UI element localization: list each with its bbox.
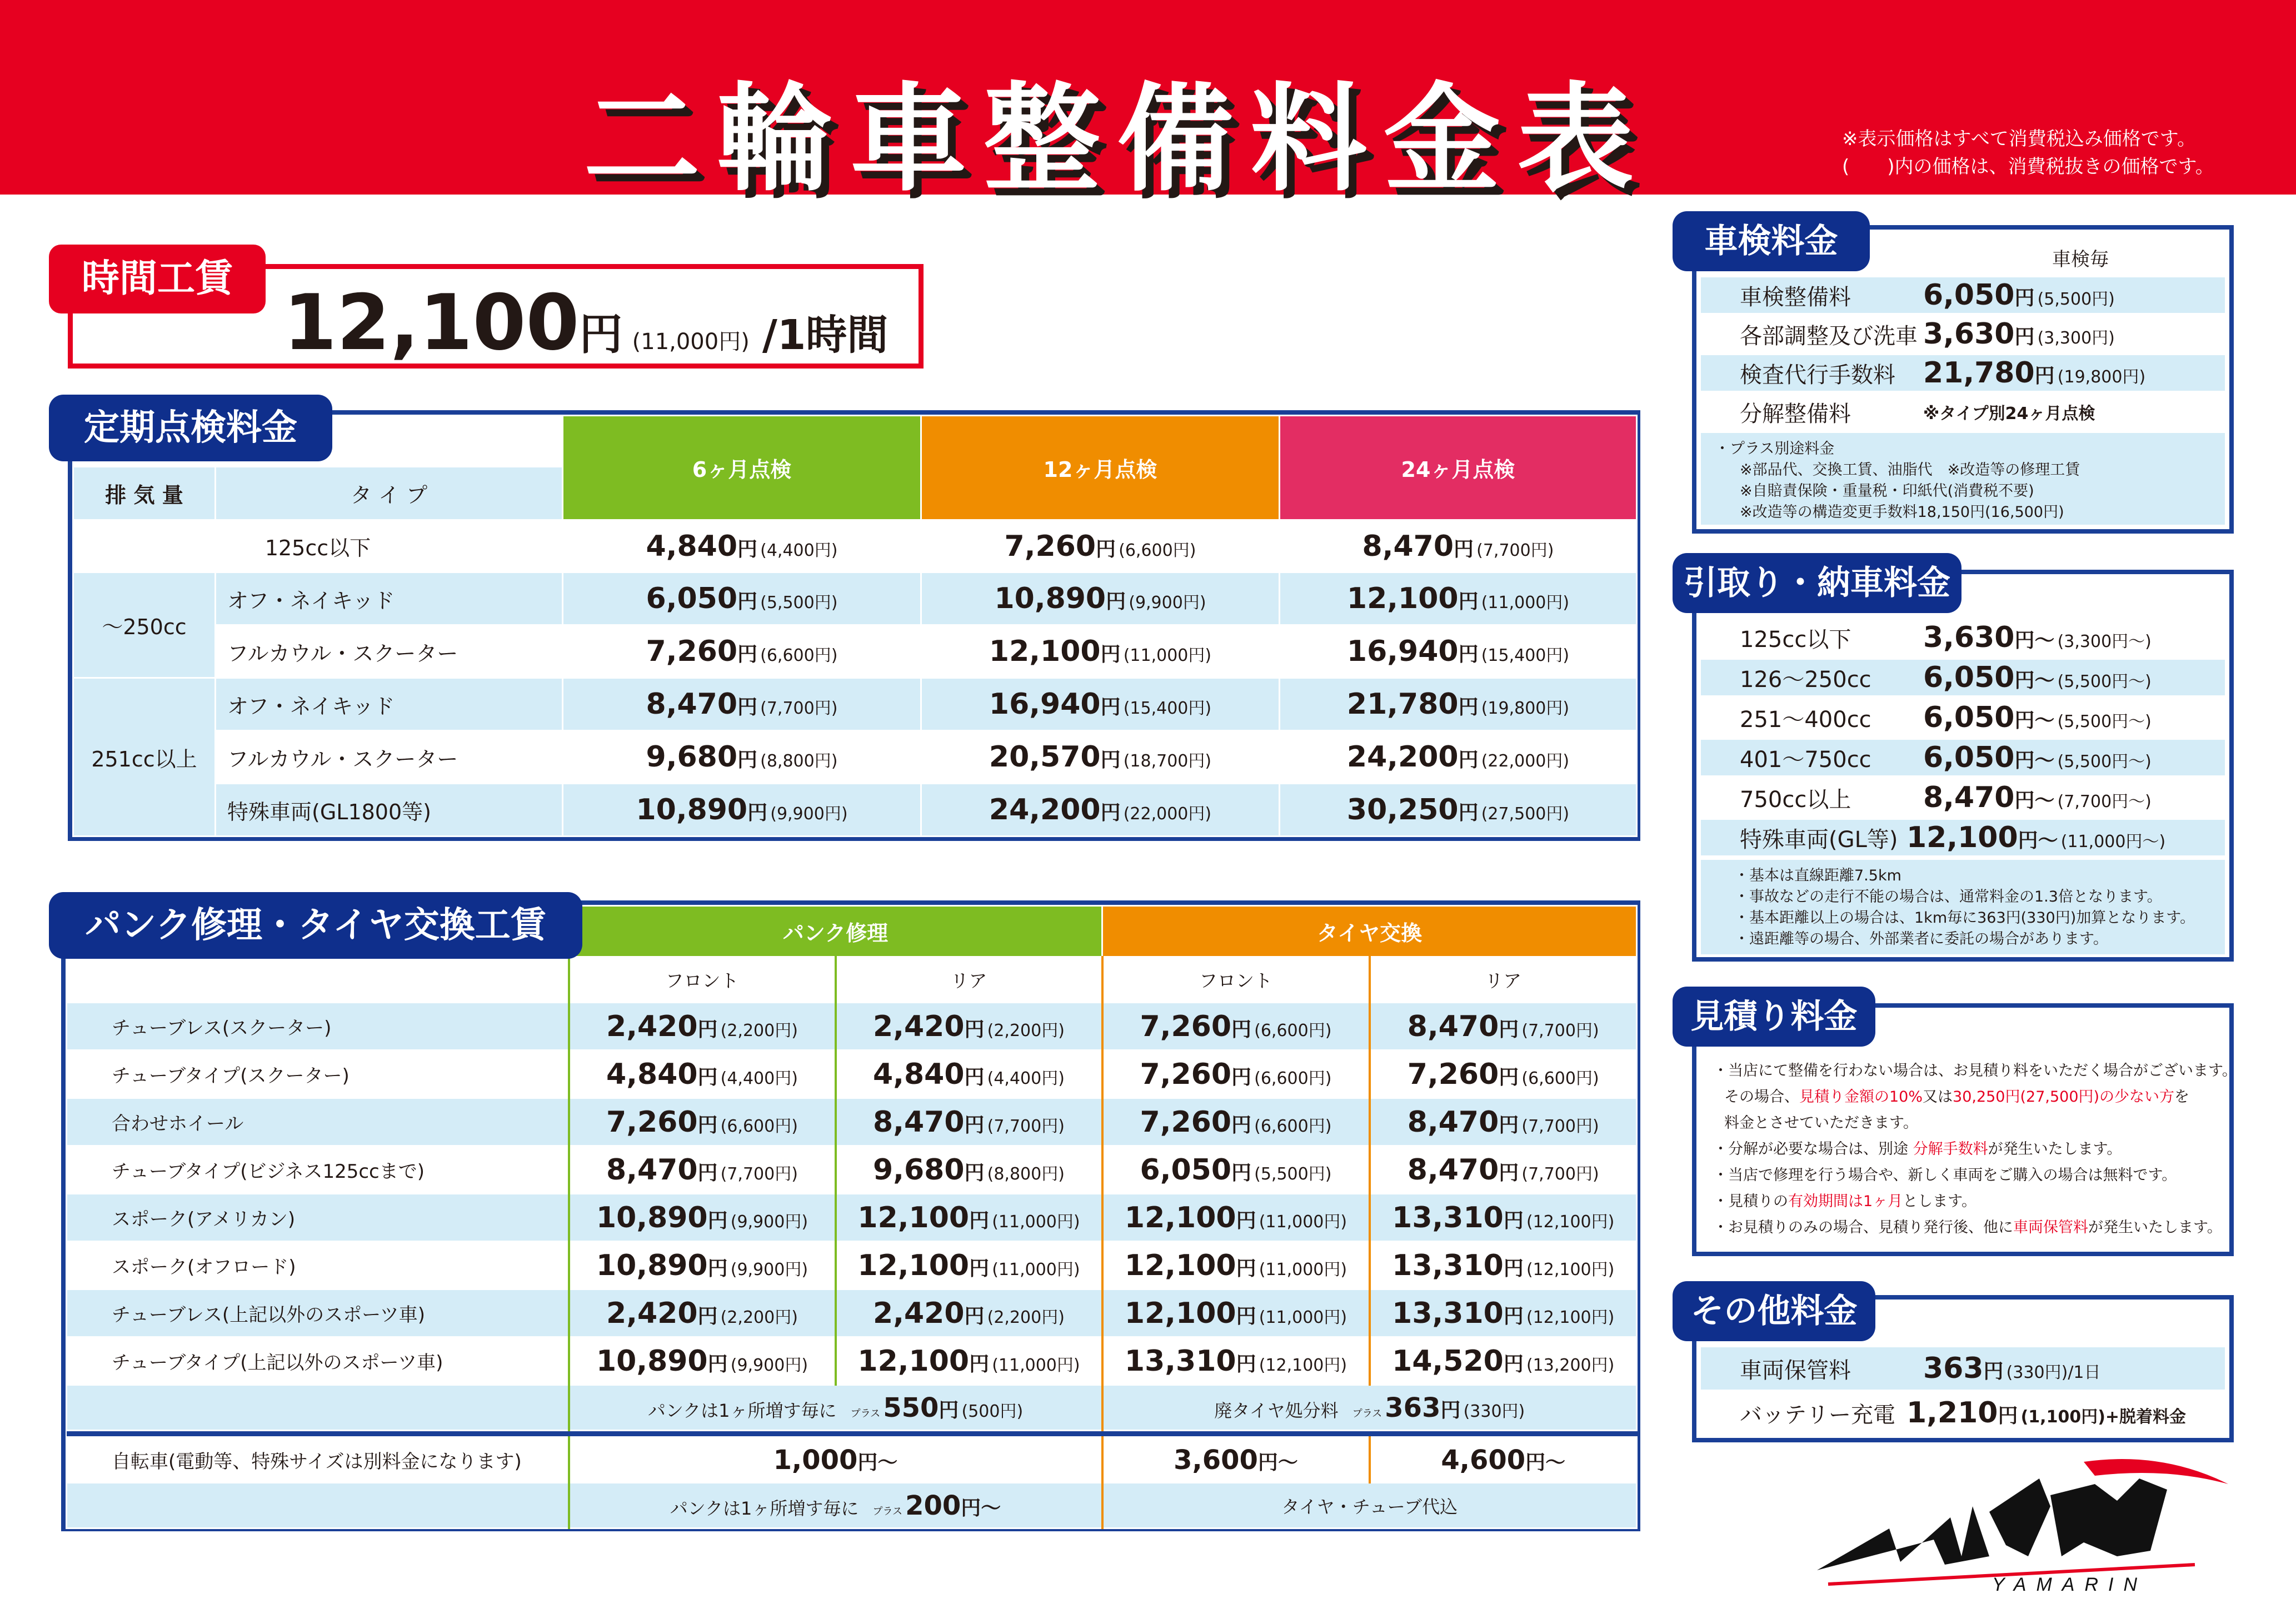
- labor-per-hour: /1時間: [762, 311, 889, 359]
- list-item: バッテリー充電 1,210円 (1,100円)+脱着料金: [1740, 1396, 2187, 1430]
- row-label: チューブタイプ(ビジネス125ccまで): [67, 1146, 569, 1194]
- labor-label: 時間工賃: [49, 245, 266, 313]
- extra-charge-row: [67, 1385, 1637, 1431]
- header-tire: タイヤ交換: [1102, 906, 1637, 957]
- bicycle-puncture-extra: パンクは1ヶ所増す毎に プラス 200円～: [569, 1483, 1102, 1529]
- table-row: チューブタイプ(スクーター) 4,840円 (4,400円) 4,840円 (4,400円) 7,260円 (6,600円) 7,260円 (6,600円): [67, 1051, 1637, 1098]
- table-row: チューブタイプ(ビジネス125ccまで) 8,470円 (7,700円) 9,680円 (8,800円) 6,050円 (5,500円) 8,470円 (7,700円): [67, 1146, 1637, 1194]
- list-item: 分解整備料 ※タイプ別24ヶ月点検: [1740, 401, 2095, 427]
- page-title: 二輪車整備料金表: [583, 71, 1651, 207]
- row-label: スポーク(アメリカン): [67, 1194, 569, 1242]
- bicycle-tire-note: タイヤ・チューブ代込: [1102, 1483, 1637, 1529]
- logo-icon: [1806, 1445, 2239, 1595]
- list-item: 251～400cc 6,050円～ (5,500円～): [1740, 701, 2152, 734]
- puncture-table: [66, 905, 1638, 1529]
- tire-disposal-fee: 廃タイヤ処分料 プラス 363円 (330円): [1102, 1385, 1637, 1431]
- pickup-box: [1692, 570, 2234, 962]
- table-row: 合わせホイール 7,260円 (6,600円) 8,470円 (7,700円) 7,260円 (6,600円) 8,470円 (7,700円): [67, 1098, 1637, 1146]
- labor-price: 12,100: [283, 278, 580, 367]
- row-label: フルカウル・スクーター: [216, 731, 563, 784]
- row-label: 自転車(電動等、特殊サイズは別料金になります): [67, 1437, 569, 1483]
- group-251: 251cc以上: [73, 678, 216, 837]
- shaken-box: [1692, 225, 2234, 534]
- labor-yen: 円: [579, 310, 623, 360]
- list-item: 750cc以上 8,470円～ (7,700円～): [1740, 781, 2152, 814]
- table-row: 251cc以上 オフ・ネイキッド 8,470円 (7,700円) 16,940円 (15,400円) 21,780円 (19,800円): [73, 678, 1637, 731]
- table-row: スポーク(オフロード) 10,890円 (9,900円) 12,100円 (11,000円) 12,100円 (11,000円) 13,310円 (12,100円): [67, 1242, 1637, 1290]
- bicycle-extra-row: [67, 1483, 1637, 1529]
- header-puncture: パンク修理: [569, 906, 1102, 957]
- col-type: タ イ プ: [216, 467, 563, 520]
- col-front: フロント: [1102, 957, 1370, 1003]
- tax-note-excl: ( )内の価格は、消費税抜きの価格です。: [1842, 156, 2214, 178]
- estimate-label: 見積り料金: [1673, 987, 1875, 1047]
- row-label: チューブレス(スクーター): [67, 1003, 569, 1051]
- col-rear: リア: [1370, 957, 1637, 1003]
- list-item: 126～250cc 6,050円～ (5,500円～): [1701, 660, 2225, 695]
- col-displacement: 排 気 量: [73, 467, 216, 520]
- table-row: フルカウル・スクーター 9,680円 (8,800円) 20,570円 (18,700円) 24,200円 (22,000円): [73, 731, 1637, 784]
- row-label: 合わせホイール: [67, 1098, 569, 1146]
- periodic-label: 定期点検料金: [49, 395, 332, 461]
- periodic-table: [72, 415, 1638, 837]
- shaken-col: 車検毎: [2052, 248, 2109, 271]
- labor-price-group: [283, 278, 888, 367]
- row-label: フルカウル・スクーター: [216, 625, 563, 678]
- list-item: 401～750cc 6,050円～ (5,500円～): [1701, 740, 2225, 775]
- row-label: オフ・ネイキッド: [216, 572, 563, 625]
- pickup-notes: ・基本は直線距離7.5km ・事故などの走行不能の場合は、通常料金の1.3倍となります。 ・基本距離以上の場合は、1km毎に363円(330円)加算となります。 ・遠距離等の場合、外部業者に委託の場合があります。: [1701, 860, 2225, 954]
- row-label: チューブタイプ(スクーター): [67, 1051, 569, 1098]
- col-rear: リア: [836, 957, 1102, 1003]
- row-label: スポーク(オフロード): [67, 1242, 569, 1290]
- row-label: チューブレス(上記以外のスポーツ車): [67, 1290, 569, 1337]
- list-item: 検査代行手数料 21,780円 (19,800円): [1701, 355, 2225, 391]
- table-row: スポーク(アメリカン) 10,890円 (9,900円) 12,100円 (11,000円) 12,100円 (11,000円) 13,310円 (12,100円): [67, 1194, 1637, 1242]
- table-row: ～250cc オフ・ネイキッド 6,050円 (5,500円) 10,890円 (9,900円) 12,100円 (11,000円): [73, 572, 1637, 625]
- shaken-label: 車検料金: [1673, 211, 1870, 271]
- divider: [67, 1431, 1637, 1437]
- tax-note: ※表示価格はすべて消費税込み価格です。: [1842, 128, 2197, 150]
- pickup-label: 引取り・納車料金: [1673, 553, 1961, 613]
- puncture-label: パンク修理・タイヤ交換工賃: [49, 892, 582, 959]
- table-row: チューブタイプ(上記以外のスポーツ車) 10,890円 (9,900円) 12,100円 (11,000円) 13,310円 (12,100円) 14,520円 (13,200円): [67, 1337, 1637, 1385]
- estimate-text: ・当店にて整備を行わない場合は、お見積り料をいただく場合がございます。 その場合、見積り金額の10%又は30,250円(27,500円)の少ない方を 料金とさせていただきます。 ・分解が必要な場合は、別途 分解手数料が発生いたします。 ・当店で修理を行う場合や、新しく車両をご購入の場合は無料です。 ・見積りの有効期間は1ヶ月とします。 ・お見積りのみの場合、見積り発行後、他に車両保管料が発生いたします。: [1713, 1062, 2237, 1236]
- list-item: 車検整備料 6,050円 (5,500円): [1701, 277, 2225, 313]
- logo-text: YAMARIN: [1992, 1574, 2148, 1595]
- row-label: 125cc以下: [73, 520, 563, 572]
- col-front: フロント: [569, 957, 836, 1003]
- yamarin-logo: [1806, 1445, 2239, 1595]
- list-item: 125cc以下 3,630円～ (3,300円～): [1740, 621, 2152, 654]
- table-row: チューブレス(スクーター) 2,420円 (2,200円) 2,420円 (2,200円) 7,260円 (6,600円) 8,470円 (7,700円): [67, 1003, 1637, 1051]
- header-24month: 24ヶ月点検: [1280, 416, 1637, 520]
- header-12month: 12ヶ月点検: [921, 416, 1280, 520]
- header-6month: 6ヶ月点検: [563, 416, 921, 520]
- row-label: オフ・ネイキッド: [216, 678, 563, 731]
- table-row: 特殊車両(GL1800等) 10,890円 (9,900円) 24,200円 (22,000円) 30,250円 (27,500円): [73, 784, 1637, 837]
- other-label: その他料金: [1673, 1281, 1875, 1341]
- puncture-extra: パンクは1ヶ所増す毎に プラス 550円 (500円): [569, 1385, 1102, 1431]
- list-item: 各部調整及び洗車 3,630円 (3,300円): [1740, 317, 2115, 351]
- bicycle-row: 自転車(電動等、特殊サイズは別料金になります) 1,000円～ 3,600円～ 4,600円～: [67, 1437, 1637, 1483]
- list-item: 特殊車両(GL等) 12,100円～ (11,000円～): [1701, 820, 2225, 855]
- row-label: 特殊車両(GL1800等): [216, 784, 563, 837]
- row-label: チューブタイプ(上記以外のスポーツ車): [67, 1337, 569, 1385]
- labor-price-excl: (11,000円): [632, 329, 750, 355]
- table-row: 125cc以下 4,840円 (4,400円) 7,260円 (6,600円) 8,470円 (7,700円): [73, 520, 1637, 572]
- list-item: 車両保管料 363円 (330円)/1日: [1701, 1347, 2225, 1390]
- table-row: チューブレス(上記以外のスポーツ車) 2,420円 (2,200円) 2,420円 (2,200円) 12,100円 (11,000円) 13,310円 (12,100円): [67, 1290, 1637, 1337]
- group-250: ～250cc: [73, 572, 216, 678]
- table-row: フルカウル・スクーター 7,260円 (6,600円) 12,100円 (11,000円) 16,940円 (15,400円): [73, 625, 1637, 678]
- shaken-notes: ・プラス別途料金 ※部品代、交換工賃、油脂代 ※改造等の修理工賃 ※自賠責保険・重量税・印紙代(消費税不要) ※改造等の構造変更手数料18,150円(16,500円): [1701, 433, 2225, 525]
